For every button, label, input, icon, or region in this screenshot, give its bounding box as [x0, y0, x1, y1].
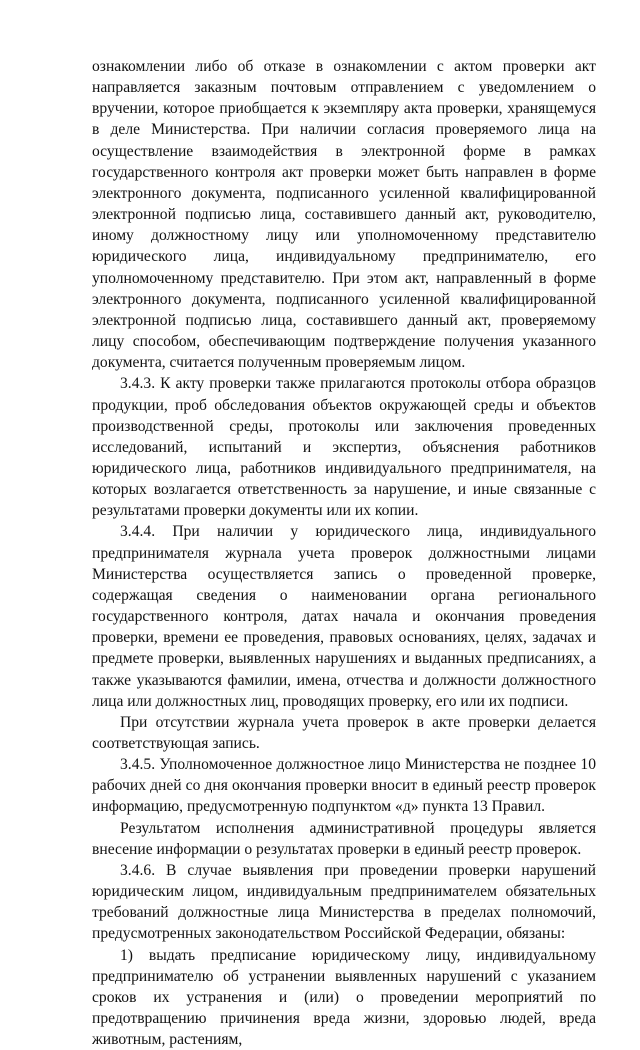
- paragraph-3-4-4: 3.4.4. При наличии у юридического лица, индивидуального предпринимателя журнала учета проверок должностными лицами Министерства осуществляется запись о проведенной проверке, содержащая сведения о наименовании органа регионального государственного контроля, датах начала и окончания проведения проверки, времени ее проведения, правовых основаниях, целях, задачах и предмете проверки, выявленных нарушениях и выданных предписаниях, а также указываются фамилии, имена, отчества и должности должностного лица или должностных лиц, проводящих проверку, его или их подписи.: [92, 523, 596, 710]
- paragraph-no-journal: При отсутствии журнала учета проверок в акте проверки делается соответствующая запись.: [92, 713, 596, 752]
- paragraph-3-4-6: 3.4.6. В случае выявления при проведении проверки нарушений юридическим лицом, индивидуальным предпринимателем обязательных требований должностные лица Министерства в пределах полномочий, предусмотренных законодательством Российской Федерации, обязаны:: [92, 861, 596, 943]
- paragraph-3-4-3: 3.4.3. К акту проверки также прилагаются протоколы отбора образцов продукции, проб обследования объектов окружающей среды и объектов производственной среды, протоколы или заключения проведенных исследований, испытаний и экспертиз, объяснения работников юридического лица, работников индивидуального предпринимателя, на которых возлагается ответственность за нарушение, и иные связанные с результатами проверки документы или их копии.: [92, 375, 596, 520]
- paragraph-procedure-result: Результатом исполнения административной процедуры является внесение информации о результатах проверки в единый реестр проверок.: [92, 819, 596, 858]
- paragraph-item-1: 1) выдать предписание юридическому лицу, индивидуальному предпринимателю об устранении выявленных нарушений с указанием сроков их устранения и (или) о проведении мероприятий по предотвращению причинения вреда жизни, здоровью людей, вреда животным, растениям,: [92, 946, 596, 1049]
- document-page: [92, 56, 596, 1050]
- paragraph-act-delivery: ознакомлении либо об отказе в ознакомлении с актом проверки акт направляется заказным почтовым отправлением с уведомлением о вручении, которое приобщается к экземпляру акта проверки, хранящемуся в деле Министерства. При наличии согласия проверяемого лица на осуществление взаимодействия в электронной форме в рамках государственного контроля акт проверки может быть направлен в форме электронного документа, подписанного усиленной квалифицированной электронной подписью лица, составившего данный акт, руководителю, иному должностному лицу или уполномоченному представителю юридического лица, индивидуальному предпринимателю, его уполномоченному представителю. При этом акт, направленный в форме электронного документа, подписанного усиленной квалифицированной электронной подписью лица, составившего данный акт, проверяемому лицу способом, обеспечивающим подтверждение получения указанного документа, считается полученным проверяемым лицом.: [92, 58, 596, 372]
- paragraph-3-4-5: 3.4.5. Уполномоченное должностное лицо Министерства не позднее 10 рабочих дней со дня окончания проверки вносит в единый реестр проверок информацию, предусмотренную подпунктом «д» пункта 13 Правил.: [92, 756, 596, 816]
